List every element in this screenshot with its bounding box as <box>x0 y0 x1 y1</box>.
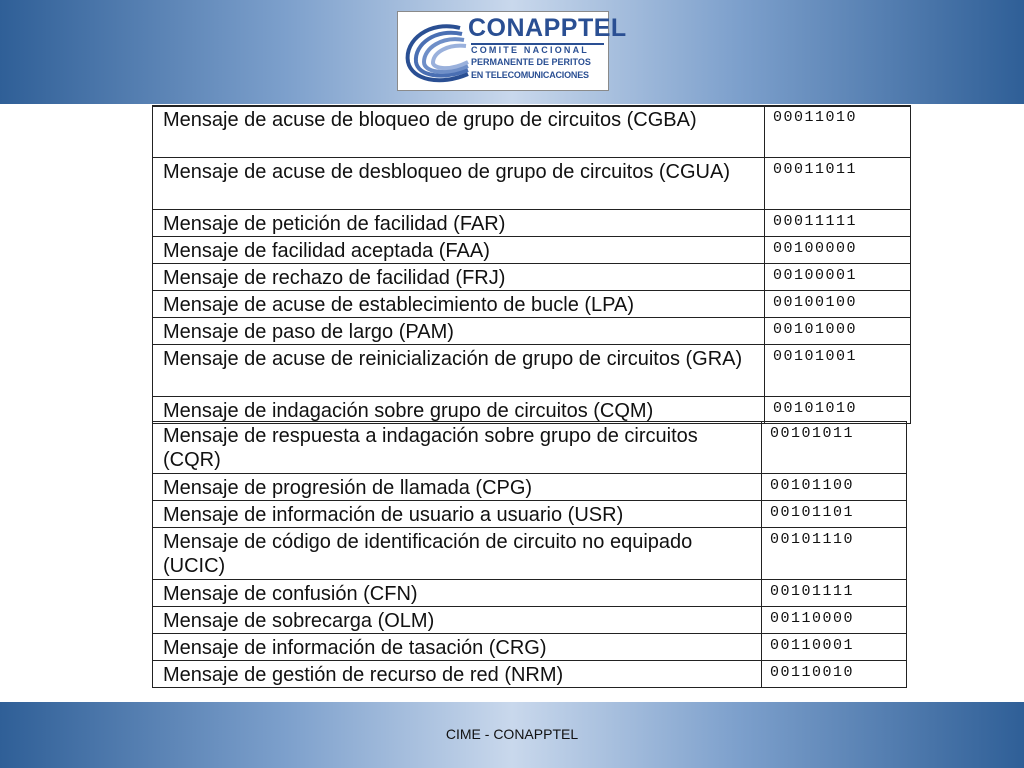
table-row <box>153 634 907 661</box>
table-row <box>153 528 907 580</box>
table-row <box>153 318 911 345</box>
message-description: Mensaje de acuse de reinicialización de grupo de circuitos (GRA) <box>153 345 765 397</box>
message-description: Mensaje de información de usuario a usuario (USR) <box>153 501 762 528</box>
message-code-table-2 <box>152 421 907 688</box>
message-description: Mensaje de petición de facilidad (FAR) <box>153 210 765 237</box>
message-code: 00110001 <box>762 634 907 661</box>
message-description: Mensaje de indagación sobre grupo de circuitos (CQM) <box>153 397 765 424</box>
message-code: 00101101 <box>762 501 907 528</box>
message-code: 00011011 <box>765 158 911 210</box>
message-code: 00101110 <box>762 528 907 580</box>
message-description: Mensaje de paso de largo (PAM) <box>153 318 765 345</box>
message-description: Mensaje de acuse de desbloqueo de grupo de circuitos (CGUA) <box>153 158 765 210</box>
message-description: Mensaje de acuse de bloqueo de grupo de circuitos (CGBA) <box>153 106 765 158</box>
message-code: 00101000 <box>765 318 911 345</box>
message-code: 00110010 <box>762 661 907 688</box>
table-row <box>153 210 911 237</box>
message-description: Mensaje de progresión de llamada (CPG) <box>153 474 762 501</box>
logo-title: CONAPPTEL <box>468 14 627 42</box>
table-row <box>153 291 911 318</box>
table-row <box>153 661 907 688</box>
table-row <box>153 501 907 528</box>
message-description: Mensaje de código de identificación de circuito no equipado (UCIC) <box>153 528 762 580</box>
message-description: Mensaje de información de tasación (CRG) <box>153 634 762 661</box>
message-description: Mensaje de acuse de establecimiento de bucle (LPA) <box>153 291 765 318</box>
table-row <box>153 607 907 634</box>
table-row <box>153 158 911 210</box>
footer-text: CIME - CONAPPTEL <box>445 726 579 742</box>
message-code: 00100001 <box>765 264 911 291</box>
message-code: 00110000 <box>762 607 907 634</box>
message-code: 00101111 <box>762 580 907 607</box>
message-description: Mensaje de rechazo de facilidad (FRJ) <box>153 264 765 291</box>
table-row <box>153 106 911 158</box>
table-row <box>153 397 911 424</box>
table-row <box>153 345 911 397</box>
logo-swoosh-icon <box>400 16 472 88</box>
message-code: 00101011 <box>762 422 907 474</box>
logo-subtitle-3: EN TELECOMUNICACIONES <box>471 70 589 80</box>
table-row <box>153 237 911 264</box>
message-code: 00101100 <box>762 474 907 501</box>
table-row <box>153 580 907 607</box>
message-code: 00101001 <box>765 345 911 397</box>
table-row <box>153 474 907 501</box>
table-row <box>153 422 907 474</box>
message-code: 00011111 <box>765 210 911 237</box>
table-row <box>153 264 911 291</box>
message-code: 00101010 <box>765 397 911 424</box>
message-description: Mensaje de sobrecarga (OLM) <box>153 607 762 634</box>
message-code-table-1 <box>152 105 911 424</box>
logo-subtitle-2: PERMANENTE DE PERITOS <box>471 57 591 67</box>
message-description: Mensaje de gestión de recurso de red (NRM) <box>153 661 762 688</box>
message-description: Mensaje de facilidad aceptada (FAA) <box>153 237 765 264</box>
logo-subtitle-1: COMITE NACIONAL <box>471 45 589 55</box>
message-code: 00100100 <box>765 291 911 318</box>
message-code: 00011010 <box>765 106 911 158</box>
message-code: 00100000 <box>765 237 911 264</box>
message-description: Mensaje de respuesta a indagación sobre grupo de circuitos (CQR) <box>153 422 762 474</box>
conapptel-logo <box>397 11 627 91</box>
message-description: Mensaje de confusión (CFN) <box>153 580 762 607</box>
